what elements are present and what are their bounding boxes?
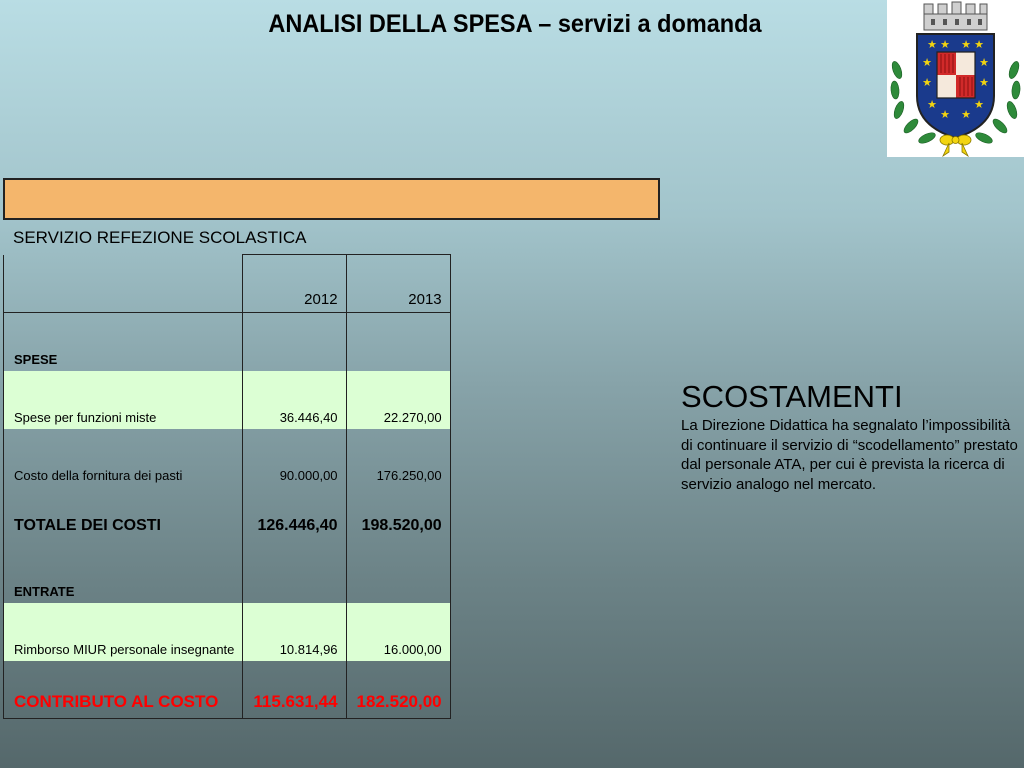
svg-text:★: ★ [974, 38, 984, 51]
svg-text:★: ★ [927, 38, 937, 51]
slide-title: ANALISI DELLA SPESA – servizi a domanda [268, 10, 762, 38]
svg-text:★: ★ [979, 56, 989, 69]
variance-note [681, 380, 1021, 494]
table-row-total [4, 487, 451, 545]
table-header-bar [3, 178, 660, 220]
row-label: TOTALE DEI COSTI [4, 487, 243, 545]
table-row-contribution [4, 661, 451, 719]
row-label: CONTRIBUTO AL COSTO [4, 661, 243, 719]
table-header-row [4, 255, 451, 313]
expense-grid [3, 254, 451, 719]
crest-logo [887, 0, 1024, 157]
value-2012: 36.446,40 [243, 371, 346, 429]
value-2013: 22.270,00 [346, 371, 450, 429]
row-label: ENTRATE [4, 545, 243, 603]
value-2013: 16.000,00 [346, 603, 450, 661]
svg-text:★: ★ [922, 76, 932, 89]
svg-text:★: ★ [940, 108, 950, 121]
value-2013 [346, 313, 450, 371]
section-title: SERVIZIO REFEZIONE SCOLASTICA [13, 228, 307, 247]
svg-text:★: ★ [927, 98, 937, 111]
value-2012: 10.814,96 [243, 603, 346, 661]
svg-text:★: ★ [961, 108, 971, 121]
table-row [4, 371, 451, 429]
table-row [4, 545, 451, 603]
row-label: SPESE [4, 313, 243, 371]
row-label: Rimborso MIUR personale insegnante [4, 603, 243, 661]
svg-text:★: ★ [922, 56, 932, 69]
value-2013: 182.520,00 [346, 661, 450, 719]
value-2012: 115.631,44 [243, 661, 346, 719]
svg-text:★: ★ [940, 38, 950, 51]
year-2012-header: 2012 [243, 255, 346, 313]
value-2013: 176.250,00 [346, 429, 450, 487]
svg-text:★: ★ [979, 76, 989, 89]
svg-text:★: ★ [961, 38, 971, 51]
value-2013: 198.520,00 [346, 487, 450, 545]
svg-text:★: ★ [974, 98, 984, 111]
value-2012 [243, 545, 346, 603]
value-2012 [243, 313, 346, 371]
table-row [4, 313, 451, 371]
note-body: La Direzione Didattica ha segnalato l’impossibilità di continuare il servizio di “scodellamento” prestato dal personale ATA, per cui è prevista la ricerca di servizio analogo nel mercato. [681, 417, 1018, 493]
header-label-cell [4, 255, 243, 313]
municipal-coat-of-arms-icon [887, 0, 1024, 157]
value-2012: 90.000,00 [243, 429, 346, 487]
value-2013 [346, 545, 450, 603]
value-2012: 126.446,40 [243, 487, 346, 545]
table-row [4, 603, 451, 661]
row-label: Costo della fornitura dei pasti [4, 429, 243, 487]
row-label: Spese per funzioni miste [4, 371, 243, 429]
table-row [4, 429, 451, 487]
note-heading: SCOSTAMENTI [681, 379, 903, 414]
year-2013-header: 2013 [346, 255, 450, 313]
